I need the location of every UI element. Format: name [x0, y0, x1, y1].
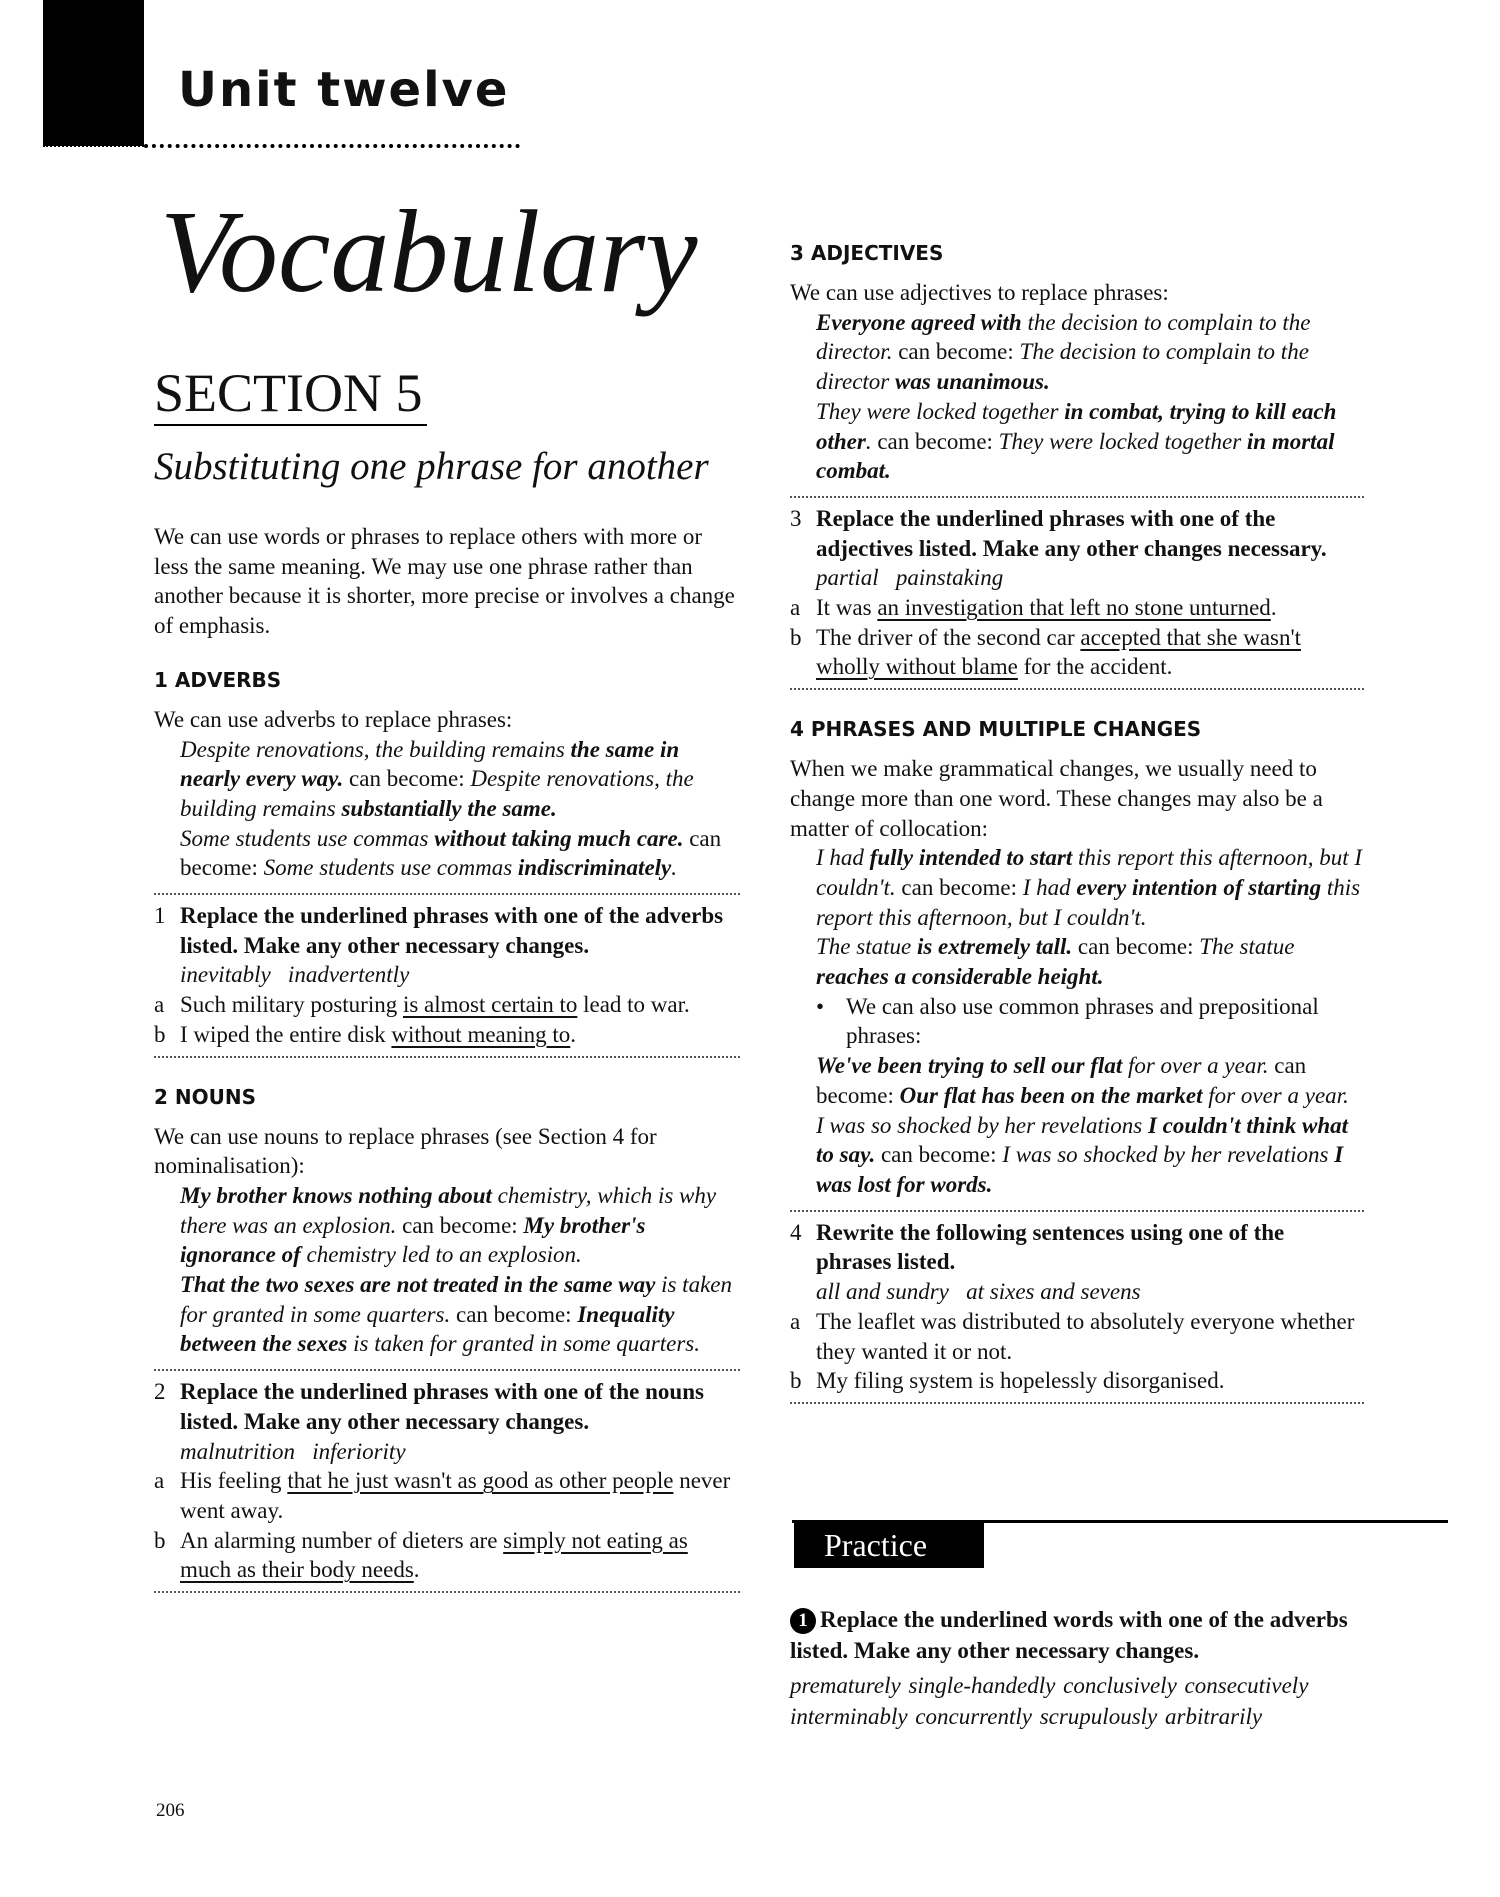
exercise-box [790, 1210, 1364, 1404]
unit-title: Unit twelve [178, 62, 510, 118]
page-number: 206 [156, 1800, 185, 1821]
item-text [180, 1526, 740, 1585]
unit-divider [43, 145, 144, 147]
text-run: I had [1022, 874, 1077, 900]
exercise-box [154, 893, 740, 1058]
text-run: can become: [1072, 934, 1200, 960]
example [790, 308, 1364, 397]
text-run: . [1270, 595, 1277, 621]
practice-instruction: Replace the underlined words with one of the adverbs listed. Make any other necessary changes. [790, 1607, 1348, 1663]
example [790, 843, 1364, 932]
exercise-item [154, 1466, 740, 1525]
exercise-options: malnutrition inferiority [180, 1438, 406, 1464]
text-run: The statue [1199, 934, 1295, 960]
text-run: for over a year. [1122, 1053, 1269, 1079]
item-label: a [790, 1308, 801, 1334]
paragraph [790, 754, 1364, 843]
right-column [790, 214, 1364, 1404]
exercise-item [790, 1366, 1364, 1396]
unit-dotted-rule [144, 144, 520, 148]
text-run: reaches a considerable height. [816, 964, 1104, 990]
exercise-body [180, 1377, 740, 1466]
bullet-text [846, 992, 1364, 1051]
item-label: a [154, 1468, 165, 1494]
example [790, 1111, 1364, 1200]
exercise-number: 3 [790, 505, 802, 531]
text-run: simply not eating as much as their body needs [180, 1527, 688, 1583]
text-run: The decision to complain to the director [816, 339, 1309, 395]
exercise-item [790, 623, 1364, 682]
text-run: in combat, trying to kill each other [816, 398, 1337, 454]
subsection-heading: 1 ADVERBS [154, 667, 282, 692]
text-run: without meaning to [391, 1021, 571, 1047]
text-run: can become: [180, 825, 722, 881]
text-run: We can use adverbs to replace phrases: [154, 706, 513, 732]
text-run: Our flat has been on the market [899, 1082, 1203, 1108]
text-run: Inequality between the sexes [180, 1301, 675, 1357]
exercise-item [154, 1020, 740, 1050]
text-run: We can also use common phrases and prepositional phrases: [846, 993, 1319, 1049]
text-run: can become: [450, 1301, 578, 1327]
item-label: b [790, 1368, 802, 1394]
text-run: can become: [816, 1053, 1307, 1108]
text-run: It was [816, 595, 878, 621]
text-run: We can use adjectives to replace phrases: [790, 280, 1169, 305]
text-run: I was so shocked by her revelations [1002, 1142, 1335, 1168]
text-run: We can use words or phrases to replace others with more or less the same meaning. We may use one phrase rather than another because it is shorter, more precise or involves a change of emphasis. [154, 524, 735, 639]
exercise-item [154, 990, 740, 1020]
example [790, 397, 1364, 486]
item-text [180, 990, 740, 1020]
text-run: They were locked together [998, 428, 1247, 454]
practice-options: prematurely single-handedly conclusively consecutively interminably concurrently scrupulously arbitrarily [790, 1673, 1309, 1729]
exercise-body [180, 901, 740, 990]
text-run: chemistry led to an explosion. [300, 1242, 582, 1268]
text-run: His feeling [180, 1468, 288, 1494]
text-run: indiscriminately [517, 855, 672, 881]
text-run: the same in nearly every way. [180, 736, 680, 792]
exercise-options: partial painstaking [816, 565, 1004, 591]
item-label: a [790, 595, 801, 621]
text-run: lead to war. [577, 992, 690, 1018]
item-label: b [790, 624, 802, 650]
exercise-item [790, 593, 1364, 623]
text-run: When we make grammatical changes, we usually need to change more than one word. These changes may also be a matter of collocation: [790, 756, 1323, 841]
text-run: in mortal combat. [816, 428, 1335, 484]
example [790, 932, 1364, 991]
item-text [816, 623, 1364, 682]
text-run: The driver of the second car [816, 624, 1081, 650]
text-run: My filing system is hopelessly disorganised. [816, 1368, 1225, 1394]
bullet-item [790, 992, 1364, 1051]
exercise-item [154, 1526, 740, 1585]
exercise-item [790, 1307, 1364, 1366]
text-run: Despite renovations, the building remains [180, 766, 694, 821]
text-run: an investigation that left no stone unturned [877, 595, 1271, 621]
section-heading: SECTION 5 [154, 362, 427, 426]
exercise-header [154, 901, 740, 990]
item-text [180, 1020, 740, 1050]
page-title: Vocabulary [160, 186, 698, 317]
text-run: I had [816, 845, 870, 871]
text-run: An alarming number of dieters are [180, 1527, 504, 1553]
text-run: They were locked together [816, 398, 1065, 424]
text-run: is taken for granted in some quarters. [347, 1331, 701, 1357]
text-run: Such military posturing [180, 992, 403, 1018]
left-column [154, 522, 740, 1593]
example [790, 1051, 1364, 1110]
practice-exercise [790, 1604, 1390, 1732]
section-subtitle: Substituting one phrase for another [154, 445, 709, 488]
text-run: My brother's ignorance of [180, 1212, 646, 1268]
item-label: a [154, 992, 165, 1018]
example [154, 1181, 740, 1270]
subsection-heading: 4 PHRASES AND MULTIPLE CHANGES [790, 717, 1202, 742]
text-run: My brother knows nothing about [180, 1182, 492, 1208]
text-run: for over a year. [1202, 1082, 1349, 1108]
exercise-instruction: Replace the underlined phrases with one of the adverbs listed. Make any other necessary changes. [180, 903, 724, 958]
text-run: chemistry, which is why there was an explosion. [180, 1182, 717, 1238]
text-run: can become: [343, 766, 471, 792]
text-run: Despite renovations, the building remains [180, 736, 571, 762]
text-run: for the accident. [1017, 654, 1173, 680]
example [154, 824, 740, 883]
item-text [816, 1307, 1364, 1366]
unit-tab-block [43, 0, 144, 146]
text-run: substantially the same. [341, 795, 557, 821]
paragraph [790, 278, 1364, 308]
text-run: The statue [816, 934, 917, 960]
exercise-header [790, 504, 1364, 593]
text-run: the decision to complain to the director. [816, 309, 1311, 365]
text-run: Some students use commas [180, 825, 435, 851]
text-run: every intention of starting [1076, 874, 1322, 900]
exercise-instruction: Replace the underlined phrases with one of the adjectives listed. Make any other changes necessary. [816, 505, 1327, 561]
text-run: never went away. [180, 1468, 731, 1523]
text-run: that he just wasn't as good as other people [287, 1468, 674, 1494]
exercise-number: 2 [154, 1379, 166, 1405]
subsection-heading: 3 ADJECTIVES [790, 241, 944, 265]
text-run: was unanimous. [895, 369, 1050, 395]
exercise-box [154, 1369, 740, 1593]
text-run: without taking much care. [434, 825, 684, 851]
item-text [816, 1366, 1364, 1396]
item-label: b [154, 1021, 166, 1047]
text-run: is almost certain to [402, 992, 578, 1018]
text-run: We can use nouns to replace phrases (see Section 4 for nominalisation): [154, 1123, 657, 1179]
paragraph [154, 1122, 740, 1181]
item-text [180, 1466, 740, 1525]
exercise-number-badge: 1 [790, 1608, 816, 1634]
text-run: can become: [892, 339, 1020, 365]
item-label: b [154, 1527, 166, 1553]
text-run: can become: [871, 428, 999, 454]
exercise-options: inevitably inadvertently [180, 962, 410, 988]
text-run: I was lost for words. [816, 1142, 1344, 1197]
text-run: this report this afternoon, but I couldn't. [816, 874, 1361, 930]
text-run: The leaflet was distributed to absolutely everyone whether they wanted it or not. [816, 1308, 1355, 1364]
item-text [816, 593, 1364, 623]
practice-banner: Practice [794, 1522, 984, 1568]
text-run: I was so shocked by her revelations [816, 1112, 1148, 1138]
text-run: can become: [895, 874, 1023, 900]
exercise-options: all and sundry at sixes and sevens [816, 1279, 1141, 1305]
text-run: . [570, 1021, 577, 1047]
text-run: I wiped the entire disk [180, 1021, 392, 1047]
exercise-body [816, 1218, 1364, 1307]
paragraph [154, 705, 740, 735]
exercise-number: 1 [154, 903, 166, 929]
text-run: Everyone agreed with [816, 309, 1022, 335]
bullet-icon: • [816, 993, 825, 1019]
text-run: Some students use commas [263, 855, 518, 881]
subsection-heading: 2 NOUNS [154, 1084, 257, 1109]
text-run: is taken for granted in some quarters. [180, 1272, 732, 1327]
paragraph [154, 522, 740, 641]
text-run: can become: [396, 1212, 524, 1238]
text-run: fully intended to start [869, 845, 1073, 871]
exercise-instruction: Replace the underlined phrases with one of the nouns listed. Make any other necessary changes. [180, 1379, 704, 1434]
example [154, 1270, 740, 1359]
text-run: this report this afternoon, but I couldn't. [816, 845, 1363, 900]
text-run: is extremely tall. [916, 934, 1073, 960]
exercise-instruction: Rewrite the following sentences using one of the phrases listed. [816, 1219, 1285, 1275]
text-run: That the two sexes are not treated in the same way [180, 1272, 656, 1298]
exercise-body [816, 504, 1364, 593]
text-run: accepted that she wasn't wholly without blame [816, 624, 1302, 680]
exercise-header [154, 1377, 740, 1466]
exercise-header [790, 1218, 1364, 1307]
text-run: . [865, 428, 872, 454]
example [154, 735, 740, 824]
exercise-box [790, 496, 1364, 690]
text-run: . [413, 1557, 420, 1583]
text-run: . [671, 855, 677, 881]
text-run: We've been trying to sell our flat [816, 1053, 1123, 1079]
text-run: can become: [875, 1142, 1003, 1168]
exercise-number: 4 [790, 1219, 802, 1245]
text-run: I couldn't think what to say. [816, 1112, 1349, 1168]
